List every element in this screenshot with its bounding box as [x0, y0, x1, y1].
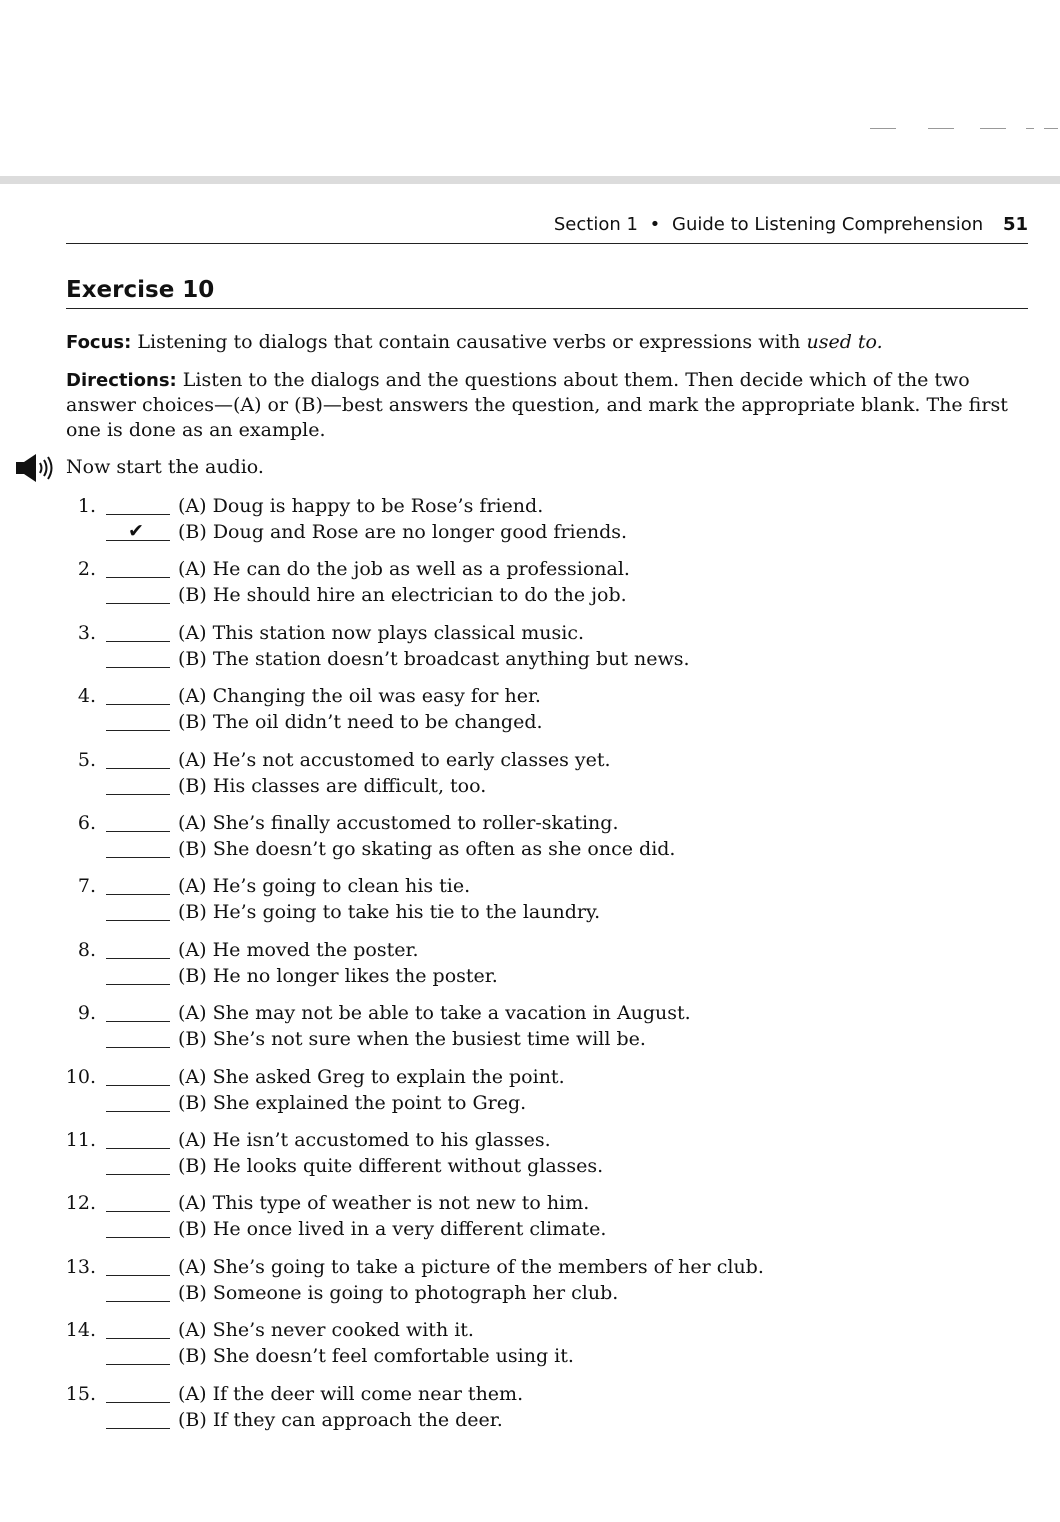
- directions-label: Directions:: [66, 370, 177, 391]
- answer-blank-a[interactable]: [106, 1085, 170, 1086]
- item-number: 6.: [77, 812, 96, 834]
- answer-blank-b[interactable]: [106, 1364, 170, 1365]
- item-number: 14.: [65, 1319, 96, 1341]
- option-b: (B) He once lived in a very different climate.: [178, 1218, 607, 1240]
- focus-label: Focus:: [66, 332, 132, 353]
- page-number: 51: [1002, 214, 1028, 235]
- item-number: 10.: [65, 1066, 96, 1088]
- answer-blank-a[interactable]: [106, 641, 170, 642]
- answer-blank-a[interactable]: [106, 1211, 170, 1212]
- answer-item: [0, 1255, 1060, 1315]
- answer-blank-a[interactable]: [106, 1021, 170, 1022]
- option-a: (A) Changing the oil was easy for her.: [178, 685, 541, 707]
- option-a: (A) She’s never cooked with it.: [178, 1319, 474, 1341]
- item-number: 2.: [77, 558, 96, 580]
- top-dashes: [860, 128, 1060, 131]
- check-mark-icon: ✔: [128, 520, 144, 542]
- option-a: (A) This station now plays classical music.: [178, 622, 585, 644]
- answer-item: [0, 1128, 1060, 1188]
- item-number: 1.: [77, 495, 96, 517]
- option-a: (A) He can do the job as well as a professional.: [178, 558, 630, 580]
- answer-blank-b[interactable]: [106, 1047, 170, 1048]
- answer-blank-b[interactable]: [106, 794, 170, 795]
- chapter-title: Guide to Listening Comprehension: [672, 214, 984, 235]
- answer-blank-a[interactable]: [106, 514, 170, 515]
- exercise-title: Exercise 10: [66, 277, 215, 303]
- answer-blank-b[interactable]: [106, 1174, 170, 1175]
- running-header: [554, 214, 1028, 235]
- answer-blank-b[interactable]: [106, 603, 170, 604]
- answer-item: [0, 811, 1060, 871]
- directions-text: Listen to the dialogs and the questions about them. Then decide which of the two answer choices—(A) or (B)—best answers the question, and mark the appropriate blank. The first one is done as an example.: [66, 369, 1008, 441]
- answer-item: [0, 494, 1060, 554]
- section-label: Section 1: [553, 214, 638, 235]
- focus-text: Listening to dialogs that contain causative verbs or expressions with: [137, 331, 807, 353]
- item-number: 7.: [77, 875, 96, 897]
- answer-item: [0, 621, 1060, 681]
- answer-item: [0, 1191, 1060, 1251]
- answer-blank-b[interactable]: [106, 984, 170, 985]
- option-b: (B) He’s going to take his tie to the laundry.: [178, 901, 601, 923]
- answer-item: [0, 938, 1060, 998]
- speaker-icon[interactable]: [14, 452, 56, 484]
- item-number: 5.: [77, 749, 96, 771]
- answer-blank-a[interactable]: [106, 704, 170, 705]
- answer-item: [0, 874, 1060, 934]
- option-b: (B) The station doesn’t broadcast anything but news.: [178, 648, 690, 670]
- answer-blank-b[interactable]: [106, 1301, 170, 1302]
- item-number: 11.: [65, 1129, 96, 1151]
- header-rule: [66, 243, 1028, 244]
- item-number: 3.: [77, 622, 96, 644]
- option-b: (B) If they can approach the deer.: [178, 1409, 503, 1431]
- option-a: (A) She’s going to take a picture of the members of her club.: [178, 1256, 764, 1278]
- item-number: 15.: [65, 1383, 96, 1405]
- answer-blank-a[interactable]: [106, 1338, 170, 1339]
- answer-blank-a[interactable]: [106, 577, 170, 578]
- exercise-rule: [66, 308, 1028, 309]
- answer-blank-b[interactable]: [106, 1111, 170, 1112]
- item-number: 9.: [77, 1002, 96, 1024]
- answer-blank-a[interactable]: [106, 1402, 170, 1403]
- option-a: (A) He’s not accustomed to early classes yet.: [178, 749, 611, 771]
- option-b: (B) His classes are difficult, too.: [178, 775, 487, 797]
- option-b: (B) Doug and Rose are no longer good friends.: [178, 521, 628, 543]
- focus-paragraph: [66, 330, 1016, 355]
- item-number: 13.: [65, 1256, 96, 1278]
- answer-blank-b[interactable]: [106, 1237, 170, 1238]
- answer-blank-a[interactable]: [106, 958, 170, 959]
- answer-item: [0, 1001, 1060, 1061]
- option-b: (B) The oil didn’t need to be changed.: [178, 711, 543, 733]
- audio-instruction: Now start the audio.: [66, 456, 264, 478]
- answer-blank-b[interactable]: [106, 667, 170, 668]
- option-b: (B) Someone is going to photograph her club.: [178, 1282, 619, 1304]
- option-a: (A) She asked Greg to explain the point.: [178, 1066, 565, 1088]
- option-a: (A) Doug is happy to be Rose’s friend.: [178, 495, 544, 517]
- focus-italic: used to.: [806, 331, 883, 353]
- answer-item: [0, 1318, 1060, 1378]
- answer-blank-b[interactable]: [106, 1428, 170, 1429]
- item-number: 4.: [77, 685, 96, 707]
- top-margin: [0, 0, 1060, 176]
- option-b: (B) He looks quite different without glasses.: [178, 1155, 604, 1177]
- option-b: (B) She doesn’t feel comfortable using it.: [178, 1345, 574, 1367]
- option-a: (A) She’s finally accustomed to roller-skating.: [178, 812, 619, 834]
- answer-item: [0, 684, 1060, 744]
- answer-blank-a[interactable]: [106, 894, 170, 895]
- header-bullet: •: [649, 214, 661, 235]
- option-b: (B) She explained the point to Greg.: [178, 1092, 527, 1114]
- option-a: (A) This type of weather is not new to him.: [178, 1192, 590, 1214]
- answer-blank-a[interactable]: [106, 831, 170, 832]
- option-b: (B) She’s not sure when the busiest time will be.: [178, 1028, 646, 1050]
- item-number: 8.: [77, 939, 96, 961]
- option-a: (A) He moved the poster.: [178, 939, 419, 961]
- answer-blank-a[interactable]: [106, 768, 170, 769]
- answer-item: [0, 1065, 1060, 1125]
- answer-item: [0, 557, 1060, 617]
- option-a: (A) He’s going to clean his tie.: [178, 875, 471, 897]
- answer-blank-a[interactable]: [106, 1275, 170, 1276]
- answer-item: [0, 1382, 1060, 1442]
- page-separator-band: [0, 176, 1060, 184]
- answer-blank-b[interactable]: [106, 857, 170, 858]
- option-b: (B) She doesn’t go skating as often as she once did.: [178, 838, 676, 860]
- option-a: (A) If the deer will come near them.: [178, 1383, 524, 1405]
- answer-blank-b[interactable]: [106, 730, 170, 731]
- option-a: (A) He isn’t accustomed to his glasses.: [178, 1129, 551, 1151]
- answer-item: [0, 748, 1060, 808]
- option-a: (A) She may not be able to take a vacation in August.: [178, 1002, 691, 1024]
- directions-paragraph: [66, 368, 1016, 443]
- option-b: (B) He should hire an electrician to do the job.: [178, 584, 627, 606]
- answer-blank-a[interactable]: [106, 1148, 170, 1149]
- answer-blank-b[interactable]: [106, 920, 170, 921]
- option-b: (B) He no longer likes the poster.: [178, 965, 498, 987]
- item-number: 12.: [65, 1192, 96, 1214]
